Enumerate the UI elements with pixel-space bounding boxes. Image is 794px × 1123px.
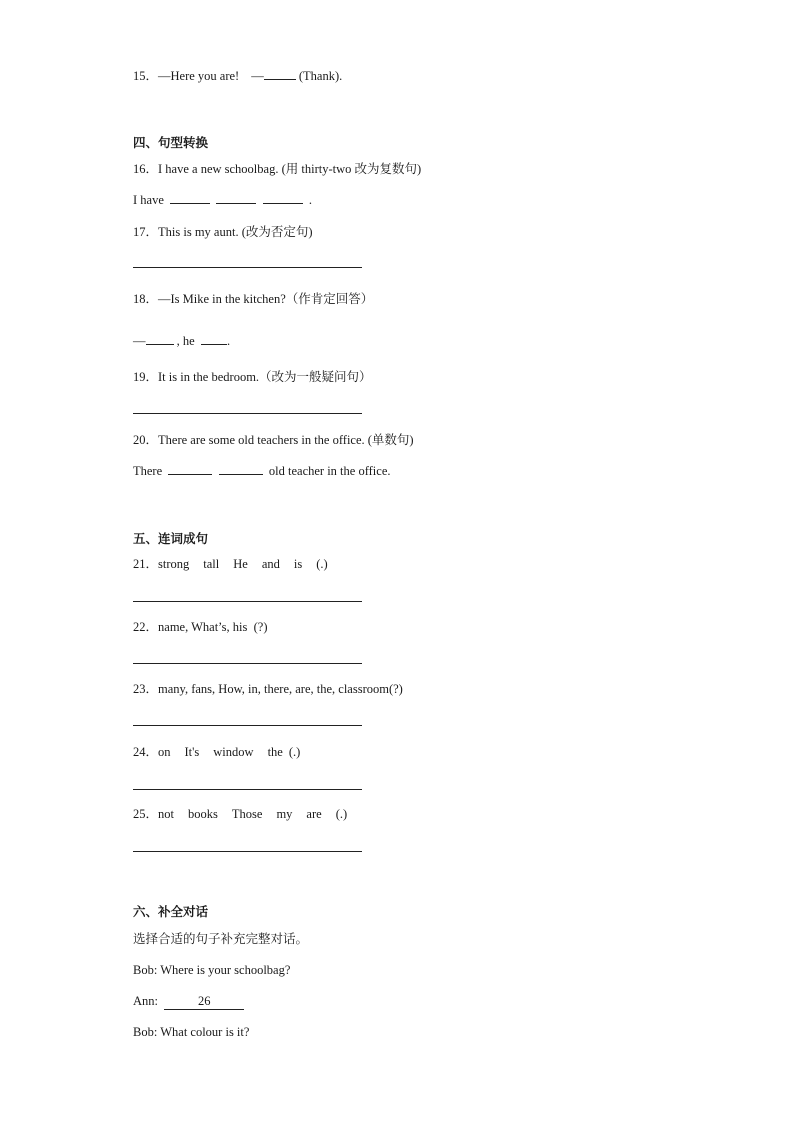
word: tall <box>203 557 220 571</box>
question-number: 18． <box>133 292 159 306</box>
question-text: It is in the bedroom.（改为一般疑问句） <box>158 370 372 384</box>
question-number: 24． <box>133 745 159 759</box>
answer-line[interactable] <box>133 663 362 664</box>
answer-prefix: I have <box>133 193 164 207</box>
section-heading: 六、补全对话 <box>133 905 209 919</box>
question-18 <box>133 291 373 307</box>
word: not <box>158 807 174 821</box>
answer-blank[interactable] <box>264 68 296 80</box>
speaker: Bob: <box>133 963 158 977</box>
word: my <box>276 807 293 821</box>
word: strong <box>158 557 190 571</box>
dialog-text: What colour is it? <box>160 1025 250 1039</box>
section-heading: 四、句型转换 <box>133 136 209 150</box>
question-number: 25． <box>133 807 159 821</box>
answer-line[interactable] <box>133 413 362 414</box>
answer-line-20 <box>133 463 391 479</box>
section-instruction: 选择合适的句子补充完整对话。 <box>133 932 309 946</box>
word: (.) <box>316 557 328 571</box>
question-number: 15． <box>133 69 159 83</box>
word: (.) <box>335 807 348 821</box>
answer-blank[interactable] <box>168 463 212 475</box>
question-number: 21． <box>133 557 159 571</box>
word: He <box>233 557 248 571</box>
answer-line[interactable] <box>133 851 362 852</box>
speaker: Bob: <box>133 1025 158 1039</box>
question-number: 17． <box>133 225 159 239</box>
question-16 <box>133 161 421 177</box>
question-text: —Is Mike in the kitchen?（作肯定回答） <box>158 292 374 306</box>
question-22 <box>133 619 267 635</box>
question-15 <box>133 68 342 84</box>
word: (.) <box>288 745 301 759</box>
answer-mid: , he <box>176 334 195 348</box>
answer-suffix: old teacher in the office. <box>268 464 391 478</box>
word: and <box>261 557 280 571</box>
word: books <box>188 807 218 821</box>
question-number: 23． <box>133 682 159 696</box>
answer-dash: — <box>251 69 264 83</box>
question-text: —Here you are! <box>158 69 240 83</box>
section-heading: 五、连词成句 <box>133 532 209 546</box>
question-number: 19． <box>133 370 159 384</box>
question-17 <box>133 224 313 240</box>
blank-number: 26 <box>198 994 211 1008</box>
answer-end: . <box>226 334 231 348</box>
answer-blank[interactable] <box>263 192 303 204</box>
answer-line-18 <box>133 333 230 349</box>
answer-blank[interactable] <box>216 192 256 204</box>
answer-line[interactable] <box>133 267 362 268</box>
answer-blank[interactable] <box>170 192 210 204</box>
question-text: There are some old teachers in the office. (单数句) <box>158 433 414 447</box>
word: the <box>267 745 283 759</box>
word: window <box>213 745 254 759</box>
question-25 <box>133 806 347 822</box>
question-hint: (Thank). <box>298 69 343 83</box>
answer-line[interactable] <box>133 789 362 790</box>
question-text: many, fans, How, in, there, are, the, classroom(?) <box>158 682 403 696</box>
answer-blank[interactable] <box>146 333 174 345</box>
question-21 <box>133 556 328 572</box>
word: It's <box>184 745 200 759</box>
word: on <box>158 745 171 759</box>
word: Those <box>231 807 263 821</box>
dialog-line <box>133 1024 249 1040</box>
question-number: 20． <box>133 433 159 447</box>
answer-line[interactable] <box>133 601 362 602</box>
question-text: I have a new schoolbag. (用 thirty-two 改为复数句) <box>158 162 422 176</box>
question-text: name, What’s, his (?) <box>158 620 268 634</box>
answer-blank[interactable] <box>219 463 263 475</box>
dialog-line <box>133 962 290 978</box>
dialog-line <box>133 993 244 1010</box>
question-23 <box>133 681 403 697</box>
answer-blank[interactable] <box>201 333 227 345</box>
question-number: 16． <box>133 162 159 176</box>
question-20 <box>133 432 414 448</box>
answer-line[interactable] <box>133 725 362 726</box>
question-number: 22． <box>133 620 159 634</box>
answer-dash: — <box>133 334 146 348</box>
answer-prefix: There <box>133 464 163 478</box>
dialog-text: Where is your schoolbag? <box>160 963 291 977</box>
answer-end: . <box>308 193 313 207</box>
question-19 <box>133 369 372 385</box>
numbered-answer-blank[interactable] <box>164 993 244 1010</box>
word: are <box>306 807 322 821</box>
word: is <box>293 557 303 571</box>
question-text: This is my aunt. (改为否定句) <box>158 225 313 239</box>
question-24 <box>133 744 300 760</box>
speaker: Ann: <box>133 994 158 1008</box>
answer-line-16 <box>133 192 312 208</box>
